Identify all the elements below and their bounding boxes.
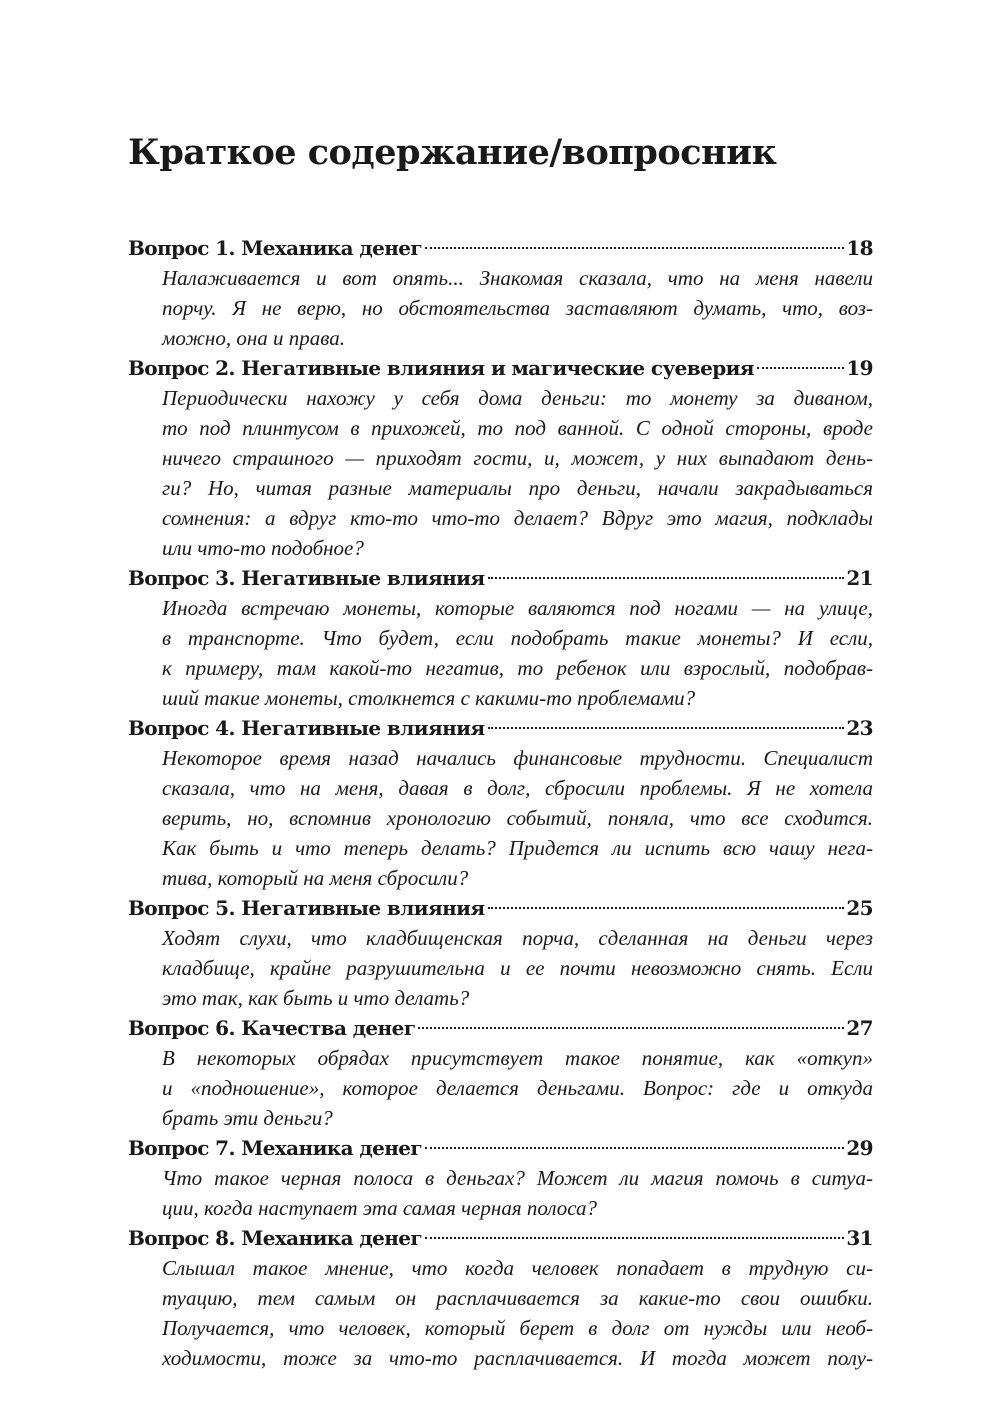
toc-heading[interactable] bbox=[128, 353, 873, 383]
toc-page-number: 23 bbox=[846, 716, 873, 740]
question-text-line: ги? Но, читая разные материалы про деньги, начали закрадываться bbox=[162, 476, 873, 500]
question-text-line: Налаживается и вот опять... Знакомая сказала, что на меня навели bbox=[162, 266, 873, 290]
toc-entry bbox=[128, 1013, 873, 1133]
toc-page-number: 25 bbox=[846, 896, 873, 920]
toc-heading-text: Вопрос 1. Механика денег bbox=[128, 236, 423, 260]
toc-page-number: 27 bbox=[846, 1016, 873, 1040]
question-text-line: Периодически нахожу у себя дома деньги: то монету за диваном, bbox=[162, 386, 873, 410]
toc-entry bbox=[128, 1133, 873, 1223]
table-of-contents bbox=[128, 233, 873, 1373]
toc-heading-text: Вопрос 7. Механика денег bbox=[128, 1136, 423, 1160]
toc-heading-text: Вопрос 4. Негативные влияния bbox=[128, 716, 485, 740]
toc-heading[interactable] bbox=[128, 893, 873, 923]
question-text-line: тива, который на меня сбросили? bbox=[162, 866, 469, 890]
toc-heading[interactable] bbox=[128, 563, 873, 593]
toc-heading[interactable] bbox=[128, 1223, 873, 1253]
question-text-line: то под плинтусом в прихожей, то под ванной. С одной стороны, вроде bbox=[162, 416, 873, 440]
question-text-line: или что-то подобное? bbox=[162, 536, 364, 560]
question-text-line: можно, она и права. bbox=[162, 326, 345, 350]
toc-entry bbox=[128, 233, 873, 353]
dot-leader bbox=[488, 577, 845, 579]
question-text-line: сказала, что на меня, давая в долг, сбросили проблемы. Я не хотела bbox=[162, 776, 873, 800]
question-text-line: и «подношение», которое делается деньгами. Вопрос: где и откуда bbox=[162, 1076, 873, 1100]
toc-page-number: 29 bbox=[846, 1136, 873, 1160]
toc-heading-text: Вопрос 8. Механика денег bbox=[128, 1226, 423, 1250]
toc-heading-text: Вопрос 6. Качества денег bbox=[128, 1016, 416, 1040]
question-text-line: туацию, тем самым он расплачивается за какие-то свои ошибки. bbox=[162, 1286, 873, 1310]
toc-page-number: 31 bbox=[846, 1226, 873, 1250]
toc-page-number: 21 bbox=[846, 566, 873, 590]
question-text-line: Слышал такое мнение, что когда человек попадает в трудную си- bbox=[162, 1256, 873, 1280]
dot-leader bbox=[425, 1237, 844, 1239]
question-text-line: Ходят слухи, что кладбищенская порча, сделанная на деньги через bbox=[162, 926, 873, 950]
question-text-line: ничего страшного — приходят гости, и, может, у них выпадают день- bbox=[162, 446, 873, 470]
dot-leader bbox=[488, 727, 845, 729]
toc-heading[interactable] bbox=[128, 713, 873, 743]
question-text-line: порчу. Я не верю, но обстоятельства заставляют думать, что, воз- bbox=[162, 296, 873, 320]
question-text-line: ший такие монеты, столкнется с какими-то проблемами? bbox=[162, 686, 696, 710]
toc-entry bbox=[128, 563, 873, 713]
question-text-line: сомнения: а вдруг кто-то что-то делает? Вдруг это магия, подклады bbox=[162, 506, 873, 530]
question-text-line: Некоторое время назад начались финансовые трудности. Специалист bbox=[162, 746, 873, 770]
question-text-line: кладбище, крайне разрушительна и ее почти невозможно снять. Если bbox=[162, 956, 873, 980]
question-text-line: верить, но, вспомнив хронологию событий, поняла, что все сходится. bbox=[162, 806, 873, 830]
toc-heading-text: Вопрос 3. Негативные влияния bbox=[128, 566, 485, 590]
question-text-line: В некоторых обрядах присутствует такое понятие, как «откуп» bbox=[162, 1046, 873, 1070]
question-text-line: в транспорте. Что будет, если подобрать такие монеты? И если, bbox=[162, 626, 873, 650]
dot-leader bbox=[757, 367, 844, 369]
dot-leader bbox=[425, 1147, 844, 1149]
question-text-line: Как быть и что теперь делать? Придется ли испить всю чашу нега- bbox=[162, 836, 873, 860]
toc-entry bbox=[128, 893, 873, 1013]
dot-leader bbox=[418, 1027, 844, 1029]
toc-heading-text: Вопрос 5. Негативные влияния bbox=[128, 896, 485, 920]
toc-entry bbox=[128, 353, 873, 563]
question-text-line: ходимости, тоже за что-то расплачивается. И тогда может полу- bbox=[162, 1346, 873, 1370]
toc-heading-text: Вопрос 2. Негативные влияния и магические суеверия bbox=[128, 356, 754, 380]
question-text-line: это так, как быть и что делать? bbox=[162, 986, 470, 1010]
toc-entry bbox=[128, 713, 873, 893]
question-text-line: Что такое черная полоса в деньгах? Может ли магия помочь в ситуа- bbox=[162, 1166, 873, 1190]
page-title: Краткое содержание/вопросник bbox=[128, 132, 777, 173]
dot-leader bbox=[425, 247, 844, 249]
toc-heading[interactable] bbox=[128, 233, 873, 263]
toc-heading[interactable] bbox=[128, 1013, 873, 1043]
toc-entry bbox=[128, 1223, 873, 1373]
question-text-line: Иногда встречаю монеты, которые валяются под ногами — на улице, bbox=[162, 596, 873, 620]
question-text-line: ции, когда наступает эта самая черная полоса? bbox=[162, 1196, 598, 1220]
toc-heading[interactable] bbox=[128, 1133, 873, 1163]
question-text-line: брать эти деньги? bbox=[162, 1106, 333, 1130]
toc-page-number: 18 bbox=[846, 236, 873, 260]
dot-leader bbox=[488, 907, 845, 909]
question-text-line: к примеру, там какой-то негатив, то ребенок или взрослый, подобрав- bbox=[162, 656, 873, 680]
toc-page-number: 19 bbox=[846, 356, 873, 380]
question-text-line: Получается, что человек, который берет в долг от нужды или необ- bbox=[162, 1316, 873, 1340]
